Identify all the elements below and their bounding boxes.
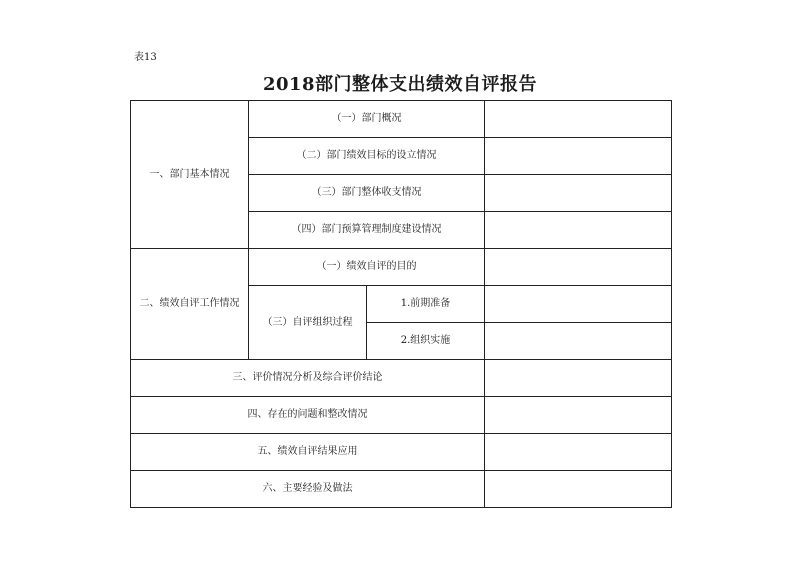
section-2-process-label: （三）自评组织过程: [249, 286, 367, 360]
section-2-step-preparation: 1.前期准备: [367, 286, 485, 323]
section-3-content[interactable]: [485, 360, 672, 397]
table-row: [131, 360, 672, 397]
section-1-item-overview-content[interactable]: [485, 101, 672, 138]
section-1-item-budget-system: （四）部门预算管理制度建设情况: [249, 212, 485, 249]
section-3-label: 三、评价情况分析及综合评价结论: [131, 360, 485, 397]
section-2-label: 二、绩效自评工作情况: [131, 249, 249, 360]
table-row: [131, 101, 672, 138]
section-5-content[interactable]: [485, 434, 672, 471]
section-1-item-income-expense-content[interactable]: [485, 175, 672, 212]
section-1-label: 一、部门基本情况: [131, 101, 249, 249]
section-1-item-budget-system-content[interactable]: [485, 212, 672, 249]
section-2-purpose-content[interactable]: [485, 249, 672, 286]
section-1-item-income-expense: （三）部门整体收支情况: [249, 175, 485, 212]
section-2-step-preparation-content[interactable]: [485, 286, 672, 323]
table-row: [131, 397, 672, 434]
section-5-label: 五、绩效自评结果应用: [131, 434, 485, 471]
section-1-item-overview: （一）部门概况: [249, 101, 485, 138]
section-2-purpose: （一）绩效自评的目的: [249, 249, 485, 286]
section-2-step-implementation: 2.组织实施: [367, 323, 485, 360]
section-4-label: 四、存在的问题和整改情况: [131, 397, 485, 434]
section-1-item-goals: （二）部门绩效目标的设立情况: [249, 138, 485, 175]
report-title: 2018部门整体支出绩效自评报告: [262, 74, 538, 95]
section-6-content[interactable]: [485, 471, 672, 508]
table-row: [131, 434, 672, 471]
table-number: 表13: [134, 52, 157, 63]
table-row: [131, 471, 672, 508]
table-row: [131, 249, 672, 286]
section-4-content[interactable]: [485, 397, 672, 434]
section-1-item-goals-content[interactable]: [485, 138, 672, 175]
section-2-step-implementation-content[interactable]: [485, 323, 672, 360]
self-evaluation-report-table: [130, 100, 672, 508]
section-6-label: 六、主要经验及做法: [131, 471, 485, 508]
